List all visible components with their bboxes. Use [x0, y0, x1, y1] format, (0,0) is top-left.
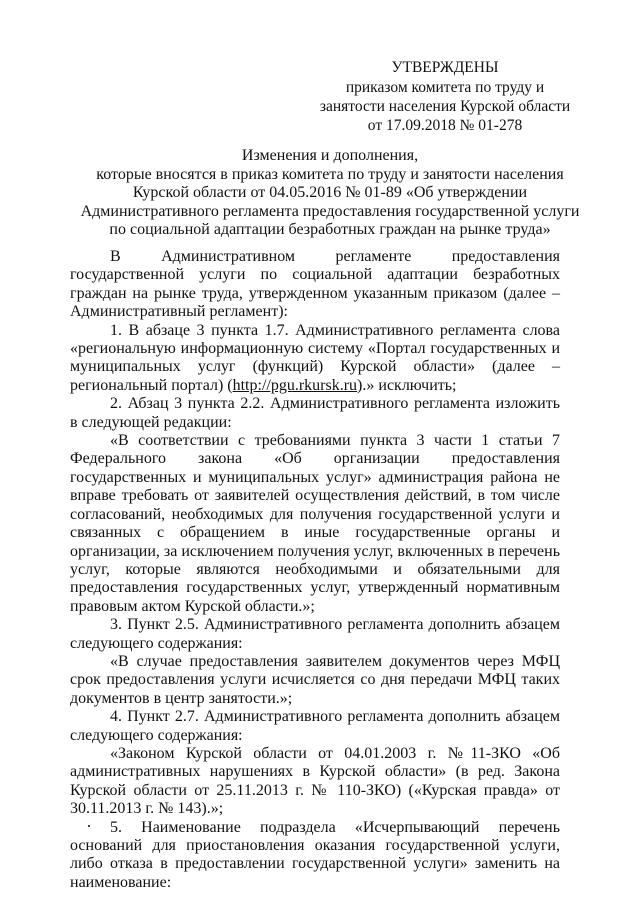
- title-line-4: Административного регламента предоставления государственной услуги: [80, 202, 580, 220]
- title-line-5: по социальной адаптации безработных граждан на рынке труда»: [109, 221, 551, 238]
- item-5: 5. Наименование подраздела «Исчерпывающий перечень оснований для приостановления оказания государственной услуги, либо отказа в предоставлении государственной услуги» заменить на наименование:: [70, 818, 560, 891]
- item-2: 2. Абзац 3 пункта 2.2. Административного регламента изложить в следующей редакции:: [70, 395, 560, 431]
- intro-paragraph: В Административном регламенте предоставления государственной услуги по социальной адаптации безработных граждан на рынке труда, утвержденном указанным приказом (далее – Административный регламент):: [70, 248, 560, 321]
- item-4: 4. Пункт 2.7. Административного регламента дополнить абзацем следующего содержания:: [70, 708, 560, 744]
- approval-line-1: приказом комитета по труду и: [345, 79, 545, 96]
- item-1-text-b: ).» исключить;: [357, 376, 457, 394]
- approval-line-2: занятости населения Курской области: [319, 98, 571, 115]
- approval-heading: УТВЕРЖДЕНЫ: [391, 59, 499, 76]
- approval-line-3: от 17.09.2018 № 01-278: [367, 117, 523, 134]
- scan-speck: [88, 825, 90, 827]
- title-line-2: которые вносятся в приказ комитета по труду и занятости населения: [96, 165, 564, 183]
- item-2-quote: «В соответствии с требованиями пункта 3 части 1 статьи 7 Федерального закона «Об организации предоставления государственных и муниципальных услуг» администрация района не вправе требовать от заявителей осуществления действий, в том числе согласований, необходимых для получения государственной услуги и связанных с обращением в иные государственные органы и организации, за исключением получения услуг, включенных в перечень услуг, которые являются необходимыми и обязательными для предоставления государственных услуг, утвержденный нормативным правовым актом Курской области.»;: [70, 432, 561, 615]
- item-3: 3. Пункт 2.5. Административного регламента дополнить абзацем следующего содержания:: [70, 616, 560, 652]
- title-line-1: Изменения и дополнения,: [241, 147, 419, 164]
- item-1-text-a: 1. В абзаце 3 пункта 1.7. Административного регламента слова «региональную информационную систему «Портал государственных и муниципальных услуг (функций) Курской области» (далее – региональный портал) (: [70, 321, 560, 394]
- item-4-quote: «Законом Курской области от 04.01.2003 г. №11-ЗКО «Об административных нарушениях в Курской области» (в ред. Закона Курской области от 25.11.2013 г. № 110-ЗКО) («Курская правда» от 30.11.2013 г. № 143).»;: [70, 744, 560, 818]
- item-3-quote: «В случае предоставления заявителем документов через МФЦ срок предоставления услуги исчисляется со дня передачи МФЦ таких документов в центр занятости.»;: [70, 652, 560, 707]
- document-title: [60, 147, 600, 240]
- document-body: [70, 248, 560, 892]
- portal-link[interactable]: http://pgu.rkursk.ru: [232, 376, 358, 394]
- item-1: [70, 322, 560, 396]
- title-line-3: Курской области от 04.05.2016 № 01-89 «Об утверждении: [132, 184, 528, 201]
